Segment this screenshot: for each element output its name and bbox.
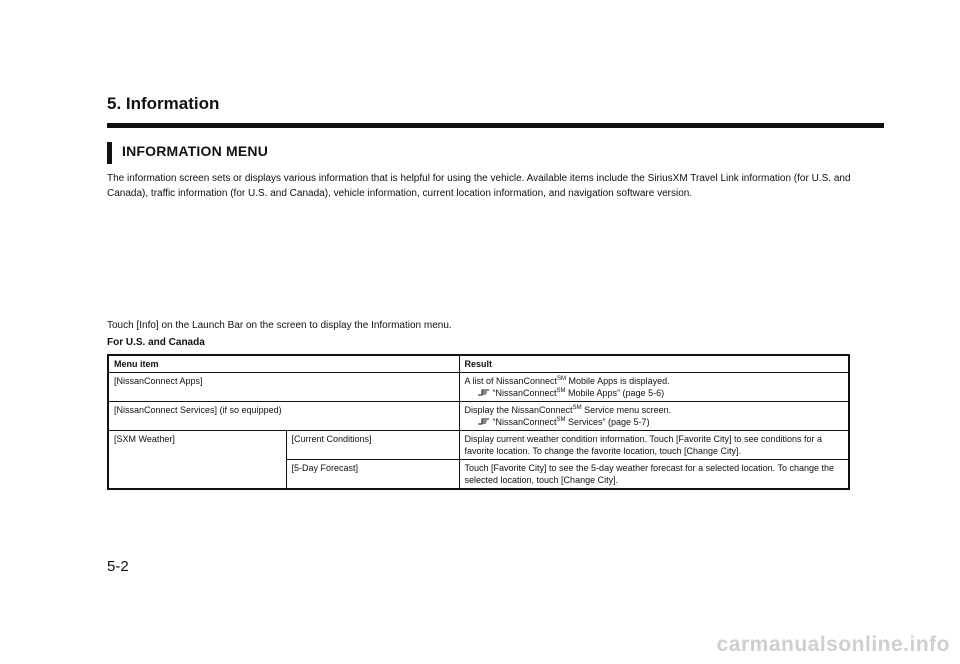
result-cell: Touch [Favorite City] to see the 5-day weather forecast for a selected location. To change the selected location, touch [Change City].: [459, 460, 849, 490]
result-cell: Display the NissanConnect℠ Service menu screen. “NissanConnect℠ Services” (page 5-7): [459, 402, 849, 431]
result-cell: Display current weather condition information. Touch [Favorite City] to see conditions for a favorite location. To change the favorite location, touch [Change City].: [459, 431, 849, 460]
instruction-text: Touch [Info] on the Launch Bar on the screen to display the Information menu.: [107, 320, 452, 331]
page-reference: “NissanConnect℠ Services” (page 5-7): [465, 416, 844, 428]
information-menu-table: [107, 354, 850, 490]
pointing-hand-icon: [477, 387, 491, 397]
section-marker-bar: [107, 142, 112, 164]
table-row: [108, 431, 849, 460]
chapter-title: 5. Information: [107, 94, 220, 113]
menu-item-cell: [NissanConnect Apps]: [108, 373, 459, 402]
header-result: Result: [459, 355, 849, 373]
sub-item-cell: [5-Day Forecast]: [286, 460, 459, 490]
sub-item-cell: [Current Conditions]: [286, 431, 459, 460]
table-row: [108, 373, 849, 402]
pointing-hand-icon: [477, 416, 491, 426]
page-reference: “NissanConnect℠ Mobile Apps” (page 5-6): [465, 387, 844, 399]
table-row: [108, 402, 849, 431]
header-menu-item: Menu item: [108, 355, 459, 373]
section-heading: INFORMATION MENU: [122, 143, 269, 159]
page-number: 5-2: [107, 558, 129, 575]
menu-item-cell: [SXM Weather]: [108, 431, 286, 490]
intro-paragraph: The information screen sets or displays various information that is helpful for using the vehicle. Available items include the SiriusXM Travel Link information (for U.S. and Canada), traffic information (for U.S. and Canada), vehicle information, current location information, and navigation software version.: [107, 173, 851, 199]
result-cell: A list of NissanConnect℠ Mobile Apps is displayed. “NissanConnect℠ Mobile Apps” (page 5-6): [459, 373, 849, 402]
table-header-row: [108, 355, 849, 373]
menu-item-cell: [NissanConnect Services] (if so equipped): [108, 402, 459, 431]
region-sub-heading: For U.S. and Canada: [107, 337, 205, 348]
chapter-rule: [107, 123, 884, 128]
watermark: carmanualsonline.info: [716, 633, 950, 656]
